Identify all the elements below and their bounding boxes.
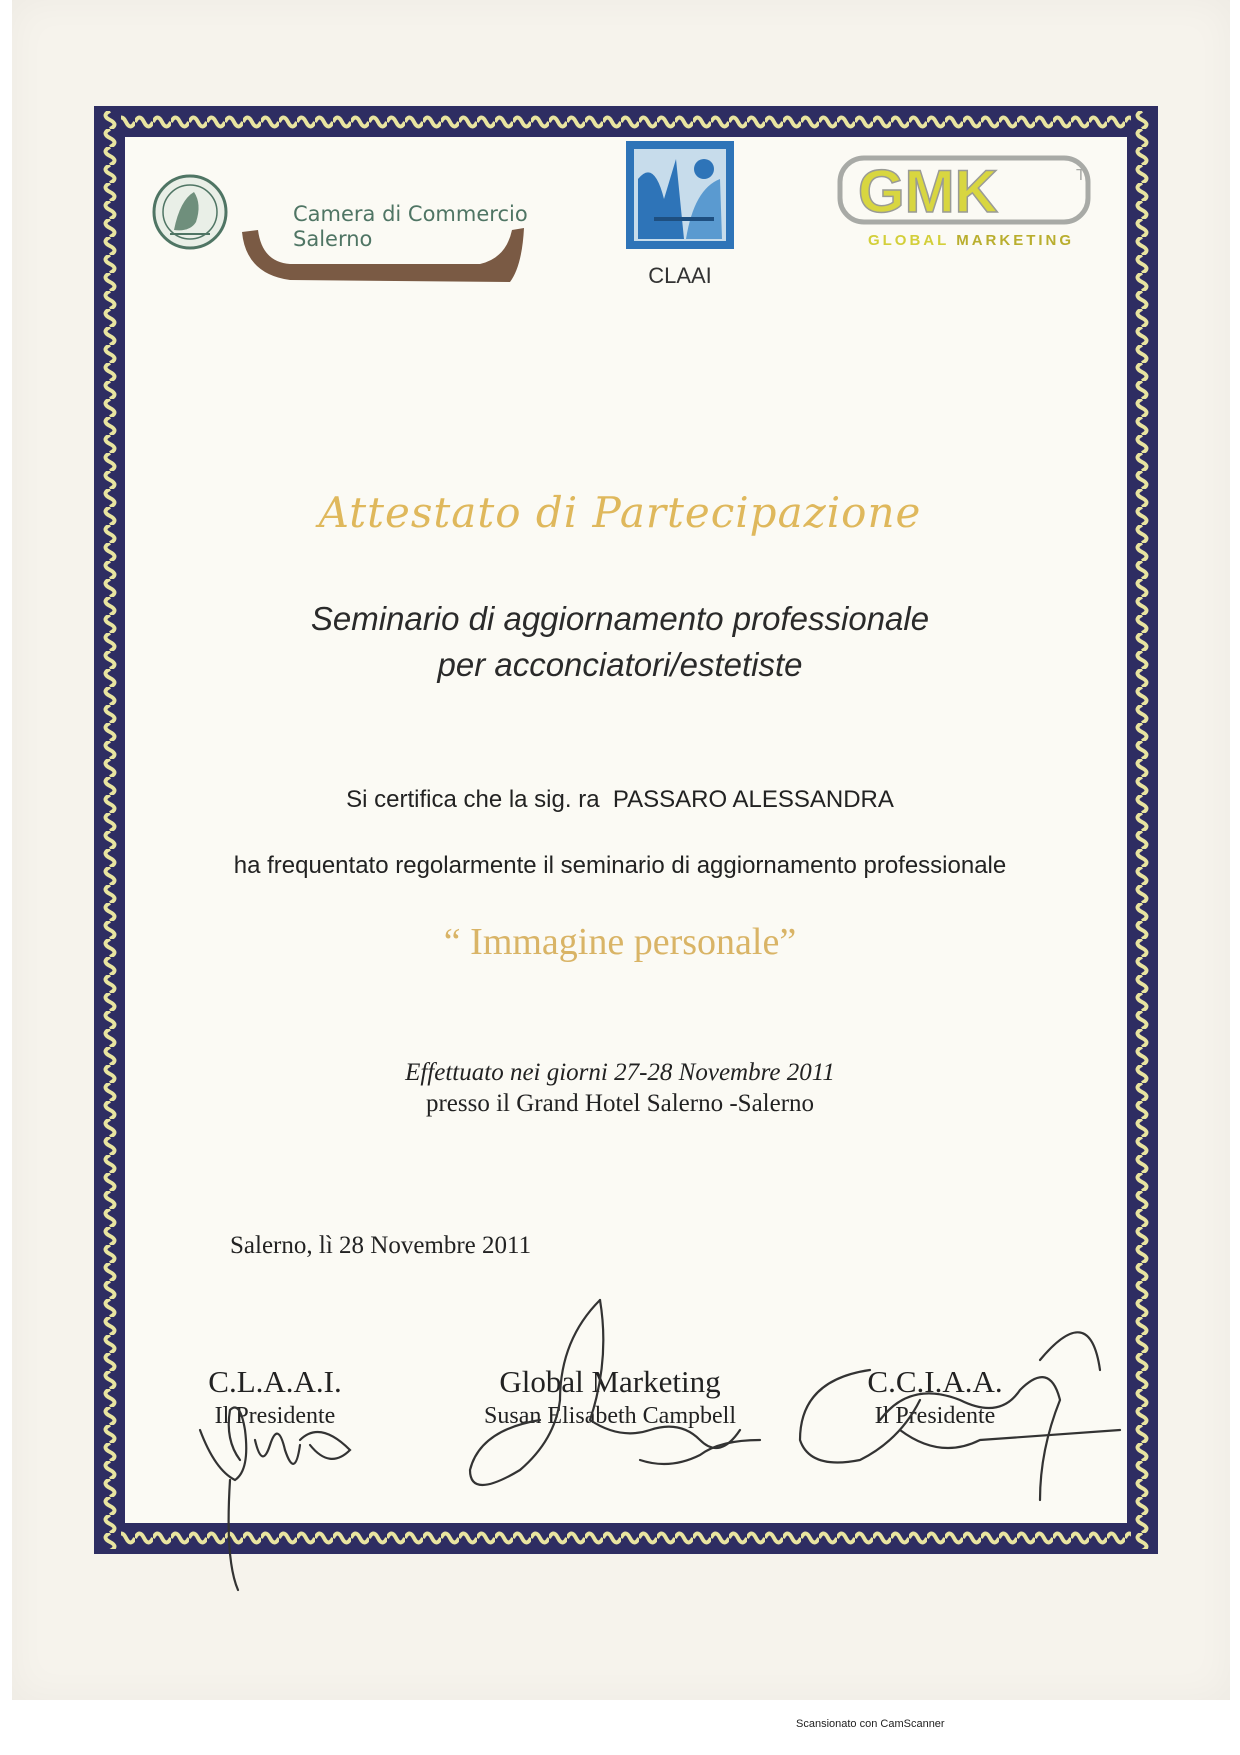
claai-emblem-icon xyxy=(624,139,736,251)
certificate-title: Attestato di Partecipazione xyxy=(318,488,922,537)
claai-label: CLAAI xyxy=(648,263,712,288)
signatory-role: Il Presidente xyxy=(214,1403,336,1429)
border-wave-top xyxy=(99,111,1153,133)
course-name: “ Immagine personale” xyxy=(443,921,797,963)
gmk-logo xyxy=(836,150,1106,260)
seminar-line-1: Seminario di aggiornamento professionale xyxy=(310,600,930,637)
camera-commercio-logo xyxy=(150,170,530,290)
gmk-trademark: T xyxy=(1076,167,1086,184)
signatory-cciaa xyxy=(840,1364,1030,1432)
certificate-border xyxy=(94,106,1158,1554)
attendance-statement: ha frequentato regolarmente il seminario di aggiornamento professionale xyxy=(233,852,1007,879)
signatory-role: Susan Elisabeth Campbell xyxy=(484,1403,736,1429)
signatory-global-marketing xyxy=(440,1364,780,1432)
signatory-role: Il Presidente xyxy=(874,1403,996,1429)
seminar-dates: Effettuato nei giorni 27-28 Novembre 2011 xyxy=(405,1059,835,1086)
border-wave-right xyxy=(1131,111,1153,1549)
gmk-subtitle: GLOBAL MARKETING xyxy=(867,232,1075,249)
border-wave-bottom xyxy=(99,1527,1153,1549)
certificate-inner-panel xyxy=(121,133,1131,1527)
gmk-emblem-icon xyxy=(836,150,1106,230)
signatory-org: Global Marketing xyxy=(499,1364,721,1399)
seminar-heading xyxy=(0,596,1240,688)
certify-statement: Si certifica che la sig. ra PASSARO ALESSANDRA xyxy=(346,786,894,813)
signatory-claai xyxy=(180,1364,370,1432)
signatory-org: C.C.I.A.A. xyxy=(867,1364,1003,1399)
signatory-org: C.L.A.A.I. xyxy=(208,1364,342,1399)
place-and-date: Salerno, lì 28 Novembre 2011 xyxy=(230,1232,532,1259)
gmk-letters: GMK xyxy=(858,158,998,225)
camera-commercio-name: Camera di Commercio Salerno xyxy=(293,202,528,251)
scanner-footer-note: Scansionato con CamScanner xyxy=(796,1718,945,1730)
seminar-line-2: per acconciatori/estetiste xyxy=(437,646,803,683)
seminar-venue: presso il Grand Hotel Salerno -Salerno xyxy=(425,1090,815,1117)
claai-logo xyxy=(624,139,736,289)
border-wave-left xyxy=(99,111,121,1549)
